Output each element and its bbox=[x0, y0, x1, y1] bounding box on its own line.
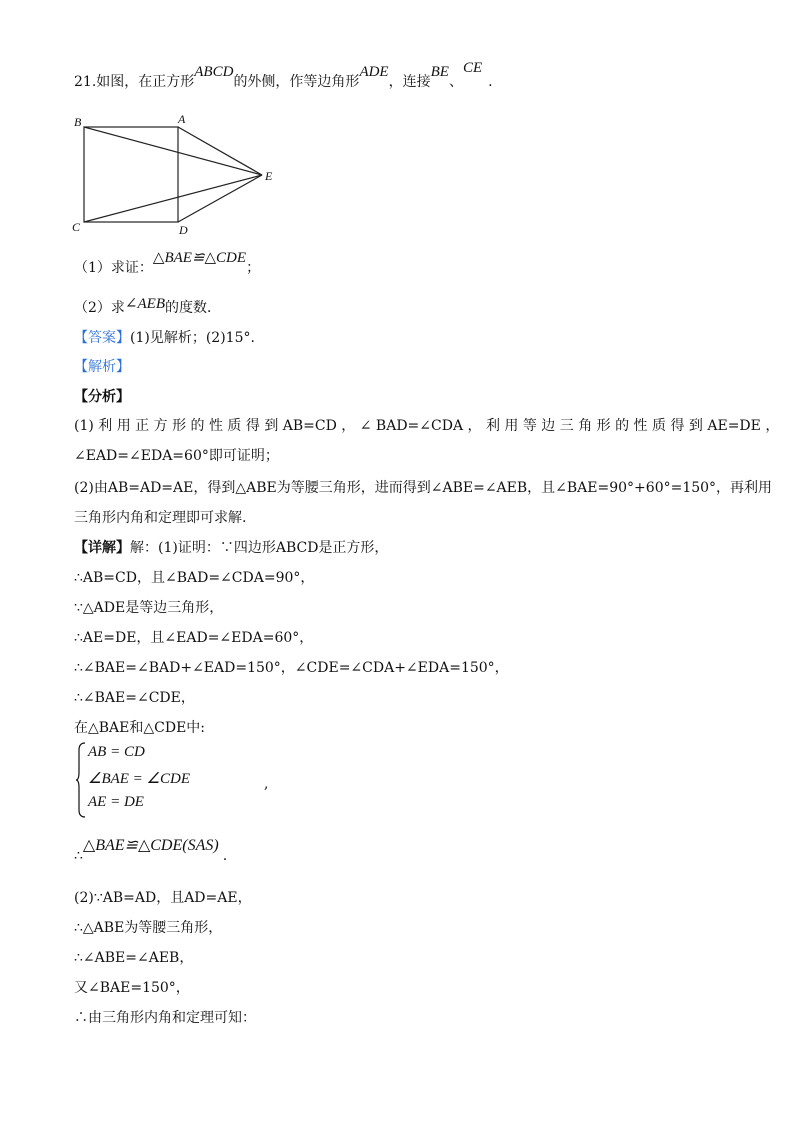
detail-line-1 bbox=[74, 538, 388, 558]
answer-tag: 【答案】 bbox=[74, 330, 130, 346]
question-stem bbox=[74, 60, 493, 92]
p2-line-2: ∴△ABE为等腰三角形， bbox=[74, 920, 223, 936]
conclusion-end: . bbox=[222, 848, 228, 864]
stem-text-1: 如图，在正方形 bbox=[96, 74, 195, 90]
detail-line-2: ∴AB=CD，且∠BAD=∠CDA=90°， bbox=[74, 570, 315, 586]
label-d: D bbox=[179, 223, 188, 237]
square-abcd bbox=[84, 127, 178, 222]
detail-line-5: ∴∠BAE=∠BAD+∠EAD=150°，∠CDE=∠CDA+∠EDA=150°， bbox=[74, 660, 509, 676]
conclusion-line bbox=[74, 837, 228, 866]
part-1 bbox=[74, 250, 261, 278]
fenxi-tag: 【分析】 bbox=[74, 389, 130, 405]
detail-line-6: ∴∠BAE=∠CDE， bbox=[74, 690, 195, 706]
fenxi-line-2: ∠EAD=∠EDA=60°即可证明； bbox=[74, 448, 279, 464]
stem-text-3: ，连接 bbox=[388, 74, 431, 90]
system-eq-1: AB = CD bbox=[88, 744, 145, 760]
part-2-math: ∠AEB bbox=[124, 296, 165, 312]
segment-be: BE bbox=[430, 64, 449, 80]
equation-system bbox=[76, 742, 276, 818]
detail-text-1: 解：(1)证明：∵四边形ABCD是正方形， bbox=[130, 540, 389, 556]
geometry-figure bbox=[68, 110, 288, 240]
fenxi-line-1: (1) 利 用 正 方 形 的 性 质 得 到 AB=CD ， ∠ BAD=∠CDA ， 利 用 等 边 三 角 形 的 性 质 得 到 AE=DE ， bbox=[74, 418, 780, 434]
system-eq-3: AE = DE bbox=[88, 794, 144, 810]
system-eq-2: ∠BAE = ∠CDE bbox=[88, 771, 191, 787]
segment-ce-line bbox=[84, 175, 262, 222]
label-a: A bbox=[178, 112, 186, 126]
part-1-end: ； bbox=[246, 260, 261, 276]
square-name: ABCD bbox=[194, 64, 234, 80]
label-c: C bbox=[72, 220, 81, 234]
segment-de bbox=[178, 175, 262, 222]
detail-line-4: ∴AE=DE，且∠EAD=∠EDA=60°， bbox=[74, 630, 314, 646]
stem-text-2: 的外侧，作等边角形 bbox=[233, 74, 360, 90]
detail-line-3: ∵△ADE是等边三角形， bbox=[74, 600, 224, 616]
detail-tag: 【详解】 bbox=[74, 540, 130, 556]
fenxi-line-4: 三角形内角和定理即可求解. bbox=[74, 510, 247, 526]
triangle-name: ADE bbox=[359, 64, 389, 80]
p2-line-4: 又∠BAE=150°， bbox=[74, 980, 190, 996]
answer-text: (1)见解析；(2)15°. bbox=[130, 330, 255, 346]
label-e: E bbox=[265, 169, 273, 183]
left-brace bbox=[76, 742, 86, 818]
p2-line-5: ∴由三角形内角和定理可知： bbox=[74, 1010, 256, 1026]
therefore-symbol: ∴ bbox=[74, 848, 83, 864]
segment-ce: CE bbox=[462, 60, 483, 76]
stem-period: . bbox=[488, 74, 493, 90]
part-2 bbox=[74, 298, 221, 318]
part-1-math: △BAE≌△CDE bbox=[152, 250, 247, 266]
fenxi-line-3: (2)由AB=AD=AE，得到△ABE为等腰三角形，进而得到∠ABE=∠AEB，且∠BAE=90°+60°=150°，再利用 bbox=[74, 480, 773, 496]
separator: 、 bbox=[448, 74, 463, 90]
segment-ae bbox=[178, 127, 262, 175]
part-1-label: （1）求证： bbox=[74, 260, 153, 276]
system-comma: , bbox=[264, 776, 269, 792]
jiexi-tag: 【解析】 bbox=[74, 359, 130, 375]
part-2-end: 的度数． bbox=[164, 300, 221, 316]
detail-line-7: 在△BAE和△CDE中: bbox=[74, 720, 206, 736]
part-2-label: （2）求 bbox=[74, 300, 125, 316]
p2-line-1: (2)∵AB=AD，且AD=AE， bbox=[74, 890, 252, 906]
question-number: 21. bbox=[74, 74, 97, 90]
conclusion-math: △BAE≌△CDE(SAS) bbox=[82, 837, 219, 854]
segment-be-line bbox=[84, 127, 262, 175]
answer-line bbox=[74, 328, 255, 348]
label-b: B bbox=[74, 115, 82, 129]
p2-line-3: ∴∠ABE=∠AEB， bbox=[74, 950, 194, 966]
